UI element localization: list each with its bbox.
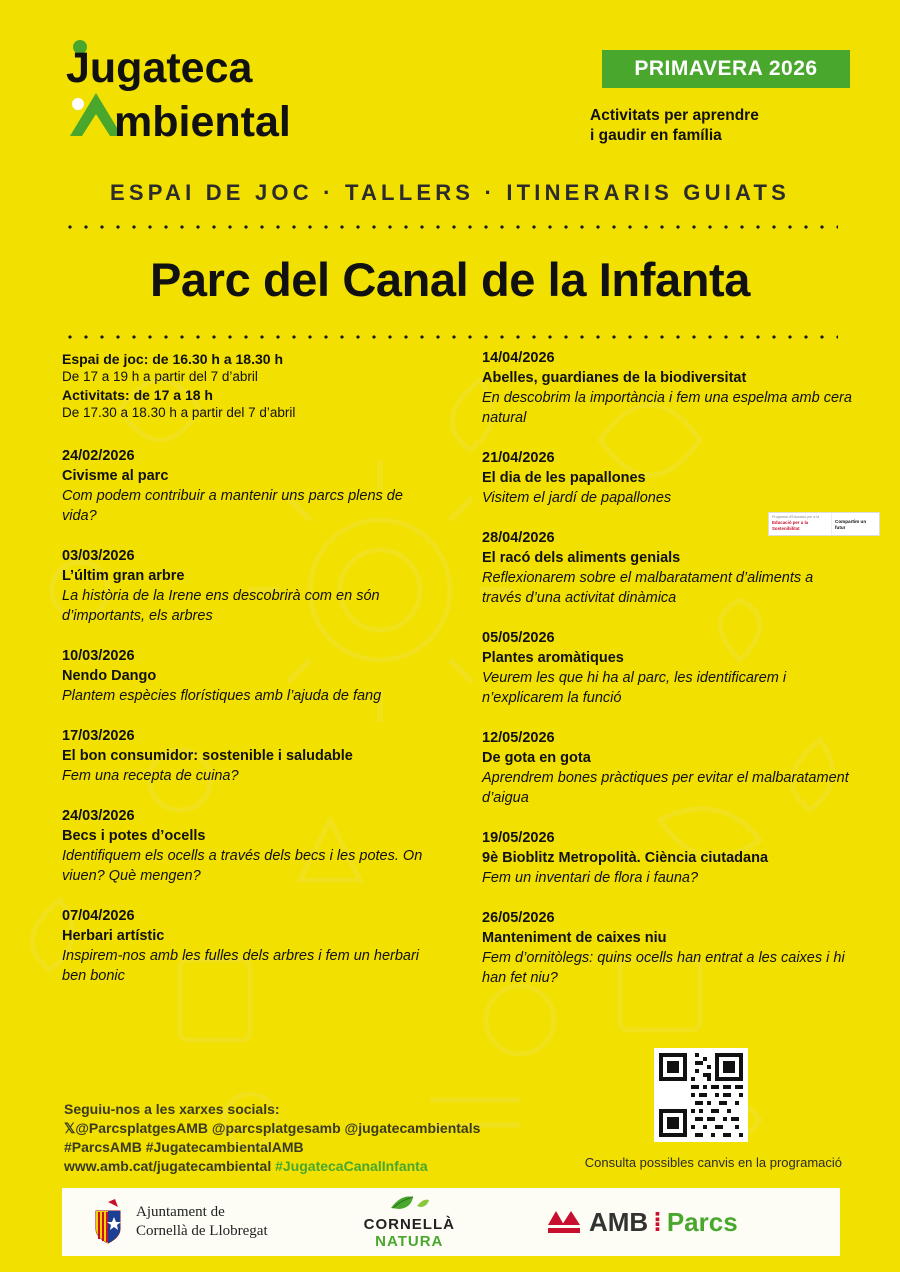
badge-right: Compartim un futur <box>831 513 879 535</box>
activity-name: 9è Bioblitz Metropolità. Ciència ciutadana <box>482 850 769 866</box>
activity-date: 19/05/2026 <box>482 830 555 846</box>
amb-mark-icon <box>547 1207 581 1237</box>
program-changes-note: Consulta possibles canvis en la programació <box>584 1155 842 1170</box>
activity-entry <box>482 350 852 428</box>
coat-of-arms-icon <box>90 1199 126 1245</box>
activity-date: 10/03/2026 <box>62 648 135 664</box>
qr-code[interactable] <box>654 1048 748 1142</box>
activity-date: 21/04/2026 <box>482 450 555 466</box>
activity-name: De gota en gota <box>482 750 591 766</box>
activity-description: Plantem espècies florístiques amb l’ajuda de fang <box>62 688 382 704</box>
season-subtitle-line2: i gaudir en família <box>590 127 722 144</box>
schedule-line-1: Espai de joc: de 16.30 h a 18.30 h <box>62 351 283 367</box>
sustainability-education-badge <box>768 512 880 536</box>
schedule-line-3: Activitats: de 17 a 18 h <box>62 387 213 403</box>
badge-left-top: Programa d'Educació per a la <box>772 515 820 519</box>
activity-date: 24/03/2026 <box>62 808 135 824</box>
website-link[interactable]: www.amb.cat/jugatecambiental <box>64 1158 272 1174</box>
season-subtitle-line1: Activitats per aprendre <box>590 107 759 124</box>
activity-entry <box>482 830 852 888</box>
activities-column-left <box>62 350 432 1008</box>
logo-cornella-natura <box>364 1188 455 1256</box>
ajuntament-line1: Ajuntament de <box>136 1204 225 1220</box>
activity-name: Becs i potes d’ocells <box>62 828 206 844</box>
activity-date: 17/03/2026 <box>62 728 135 744</box>
season-badge <box>602 50 850 88</box>
amb-separator: ⁞ <box>653 1206 662 1237</box>
svg-text:Jugateca: Jugateca <box>66 44 253 92</box>
activity-name: El racó dels aliments genials <box>482 550 681 566</box>
activity-date: 24/02/2026 <box>62 448 135 464</box>
social-title: Seguiu-nos a les xarxes socials: <box>64 1101 280 1117</box>
activity-description: Inspirem-nos amb les fulles dels arbres i fem un herbari ben bonic <box>62 948 420 984</box>
campaign-hashtag: #JugatecaCanalInfanta <box>275 1158 428 1174</box>
activity-name: Civisme al parc <box>62 468 169 484</box>
cornella-line1: CORNELLÀ <box>363 1216 455 1233</box>
social-accounts[interactable]: 𝕏@ParcsplatgesAMB @parcsplatgesamb @jugatecambientals <box>64 1120 481 1136</box>
activity-date: 03/03/2026 <box>62 548 135 564</box>
activity-entry <box>482 730 852 808</box>
activity-entry <box>62 448 432 526</box>
season-subtitle <box>590 106 850 146</box>
social-block <box>64 1100 584 1176</box>
activity-entry <box>482 630 852 708</box>
amb-parcs-label: Parcs <box>666 1206 738 1237</box>
activity-name: L’últim gran arbre <box>62 568 185 584</box>
social-hashtags: #ParcsAMB #JugatecambientalAMB <box>64 1139 304 1155</box>
activity-name: Manteniment de caixes niu <box>482 930 667 946</box>
jugateca-ambiental-logotype <box>66 38 396 156</box>
activity-date: 07/04/2026 <box>62 908 135 924</box>
activity-description: Aprendrem bones pràctiques per evitar el malbaratament d’aigua <box>482 770 849 806</box>
schedule-line-2: De 17 a 19 h a partir del 7 d’abril <box>62 369 258 384</box>
activity-date: 05/05/2026 <box>482 630 555 646</box>
activity-description: Fem d’ornitòlegs: quins ocells han entrat a les caixes i hi han fet niu? <box>482 950 845 986</box>
activity-description: La història de la Irene ens descobrirà com en són d’importants, els arbres <box>62 588 380 624</box>
activity-entry <box>62 648 432 706</box>
activity-description: Veurem les que hi ha al parc, les identificarem i n’explicarem la funció <box>482 670 787 706</box>
schedule-line-4: De 17.30 a 18.30 h a partir del 7 d’abril <box>62 405 296 420</box>
activity-description: Fem un inventari de flora i fauna? <box>482 870 699 886</box>
activity-entry <box>482 450 852 508</box>
activity-name: El dia de les papallones <box>482 470 646 486</box>
activity-description: Identifiquem els ocells a través dels becs i les potes. On viuen? Què mengen? <box>62 848 423 884</box>
activity-description: En descobrim la importància i fem una espelma amb cera natural <box>482 390 852 426</box>
activity-description: Fem una recepta de cuina? <box>62 768 239 784</box>
activity-date: 28/04/2026 <box>482 530 555 546</box>
cornella-line2: NATURA <box>375 1233 444 1250</box>
activity-name: Nendo Dango <box>62 668 157 684</box>
ajuntament-line2: Cornellà de Llobregat <box>136 1223 268 1239</box>
activity-date: 14/04/2026 <box>482 350 555 366</box>
season-badge-label: PRIMAVERA 2026 <box>634 57 818 80</box>
dot-divider-top <box>62 224 838 230</box>
logo-amb-parcs <box>547 1188 738 1256</box>
activity-name: El bon consumidor: sostenible i saludable <box>62 748 353 764</box>
activity-date: 12/05/2026 <box>482 730 555 746</box>
activity-name: Herbari artístic <box>62 928 165 944</box>
brand-logo <box>66 38 396 148</box>
activity-description: Com podem contribuir a mantenir uns parcs plens de vida? <box>62 488 403 524</box>
logo-ajuntament-cornella <box>90 1188 268 1256</box>
schedule-block <box>62 350 432 422</box>
activity-name: Plantes aromàtiques <box>482 650 624 666</box>
page-title: Parc del Canal de la Infanta <box>149 253 750 306</box>
amb-label: AMB <box>588 1206 649 1237</box>
dot-divider-bottom <box>62 334 838 340</box>
svg-text:mbiental: mbiental <box>114 98 291 146</box>
activity-entry <box>62 548 432 626</box>
badge-left-main: Educació per a la Sostenibilitat <box>772 520 809 531</box>
activity-entry <box>62 808 432 886</box>
activity-entry <box>62 728 432 786</box>
footer-logo-bar <box>62 1188 840 1256</box>
activity-entry <box>62 908 432 986</box>
activity-name: Abelles, guardianes de la biodiversitat <box>482 370 747 386</box>
activities-column-right <box>482 350 867 1010</box>
leaf-icon <box>387 1194 431 1212</box>
activity-entry <box>482 515 867 608</box>
activity-description: Visitem el jardí de papallones <box>482 490 672 506</box>
activity-description: Reflexionarem sobre el malbaratament d’aliments a través d’una activitat dinàmica <box>482 570 814 606</box>
activity-entry <box>482 910 852 988</box>
kicker-text: ESPAI DE JOC · TALLERS · ITINERARIS GUIATS <box>110 180 790 205</box>
qr-code-image <box>659 1053 743 1137</box>
activity-date: 26/05/2026 <box>482 910 555 926</box>
